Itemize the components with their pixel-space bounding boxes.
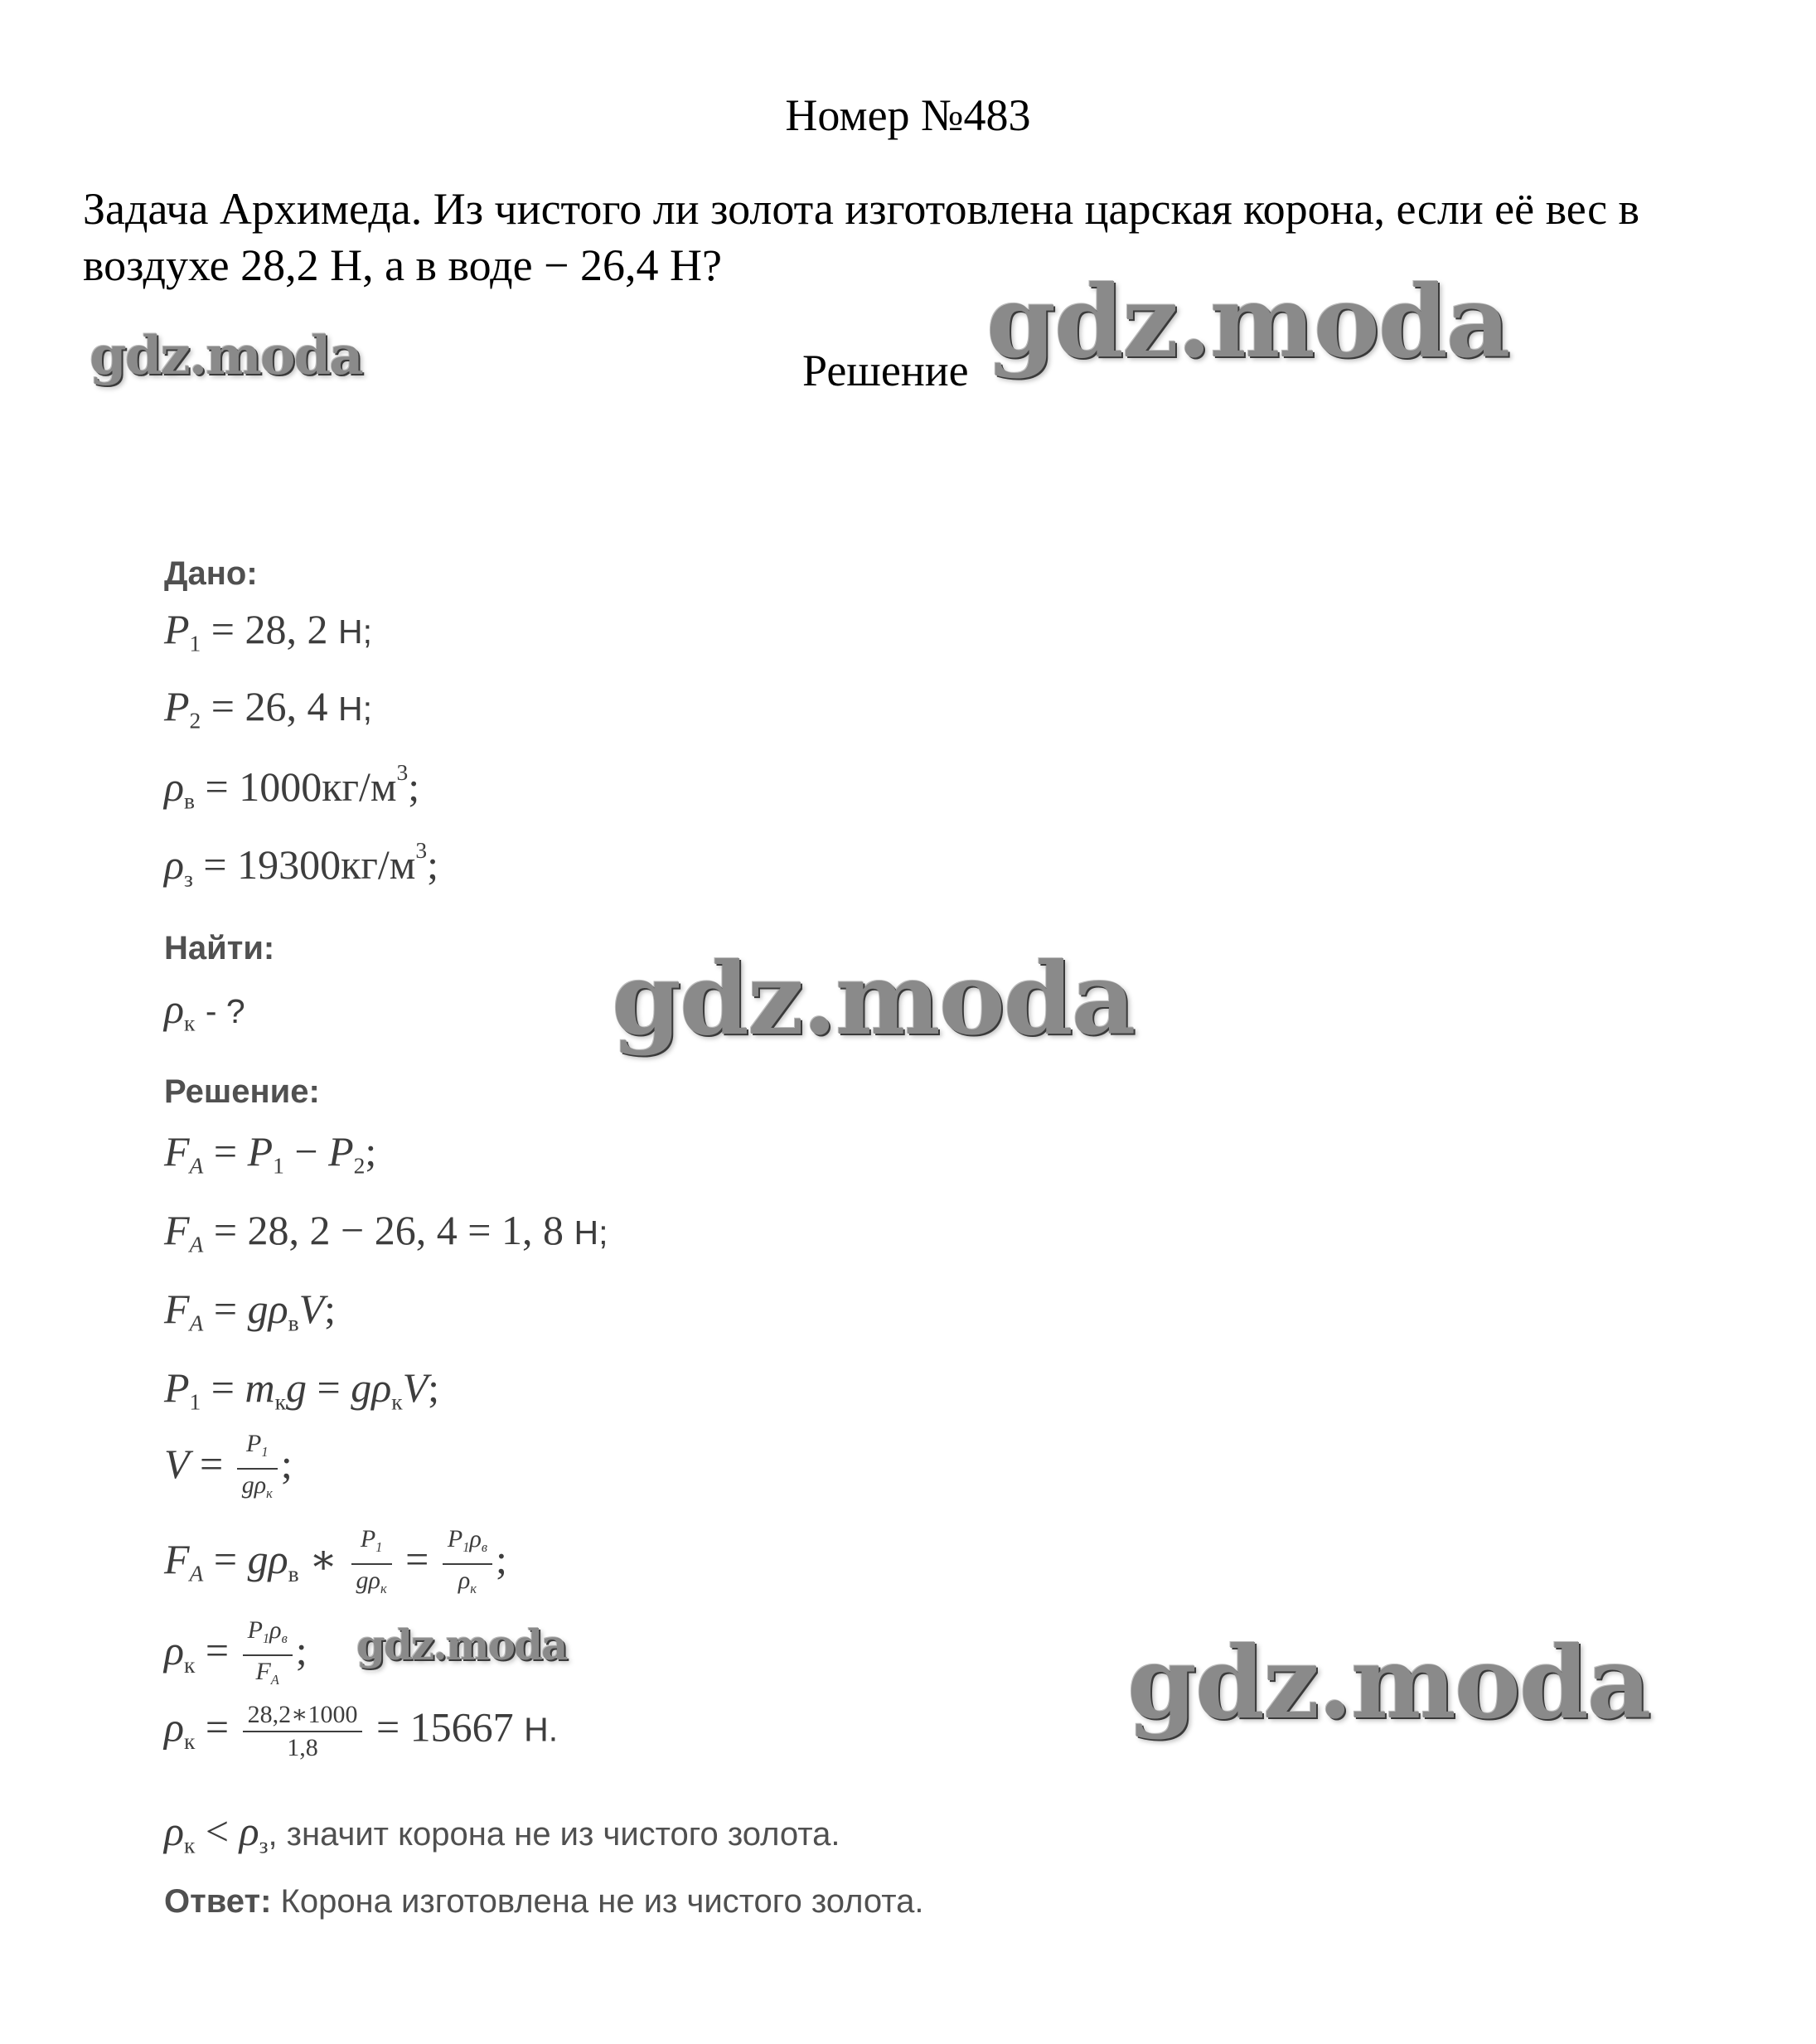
formula-line: $F_A = g\rho_в$ ∗ $\frac{P_1}{g\rho_к}$ = $\frac{P_1\rho_в}{\rho_к}$ ; [164,1525,507,1596]
answer-line [164,1883,924,1920]
conclusion-text: , значит корона не из чистого золота. [268,1816,840,1853]
problem-statement: Задача Архимеда. Из чистого ли золота изготовлена царская корона, если её вес в воздухе 28,2 Н, а в воде − 26,4 Н? [83,184,1640,290]
watermark-logo: gdz.moda [612,941,1135,1058]
formula-line: $P_1 = 28$, 2 Н; [164,606,372,656]
watermark-logo: gdz.moda [90,325,362,387]
formula-line: $F_A = 28$, 2 − 26, 4 = 1, 8 Н; [164,1207,608,1257]
answer-text: Корона изготовлена не из чистого золота. [271,1883,924,1920]
find-label: Найти: [164,930,275,966]
formula-line: V = $\frac{P_1}{g\rho_к}$ ; [164,1430,293,1501]
formula-line: $F_A = g\rho_вV$; [164,1286,337,1336]
formula-line: $\rho_к$ - ? [164,986,245,1036]
solution-heading: Решение [802,346,969,395]
watermark-logo: gdz.moda [356,1620,567,1669]
solution-label: Решение: [164,1073,320,1110]
formula-line: $\rho_з = 19300кг/м^3$; [164,837,439,892]
page-title: Номер №483 [785,90,1031,140]
answer-label: Ответ: [164,1883,272,1920]
formula-line: $\rho_к$ = $\frac{28,2∗1000}{1,8}$ = 15667 Н. [164,1701,559,1761]
watermark-logo: gdz.moda [1127,1625,1650,1741]
formula-line: $P_2 = 26$, 4 Н; [164,683,372,734]
conclusion-line: $\rho_к < \rho_з$, значит корона не из чистого золота. [164,1808,840,1858]
formula-line: $\rho_к$ = $\frac{P_1\rho_в}{F_A}$ ; [164,1616,308,1688]
formula-line: $\rho_в = 1000кг/м^3$; [164,759,420,814]
watermark-logo: gdz.moda [986,264,1509,380]
given-label: Дано: [164,555,258,592]
formula-line: $F_A = P_1 - P_2$; [164,1128,377,1179]
formula-line: $P_1 = m_кg = g\rho_кV$; [164,1364,440,1415]
